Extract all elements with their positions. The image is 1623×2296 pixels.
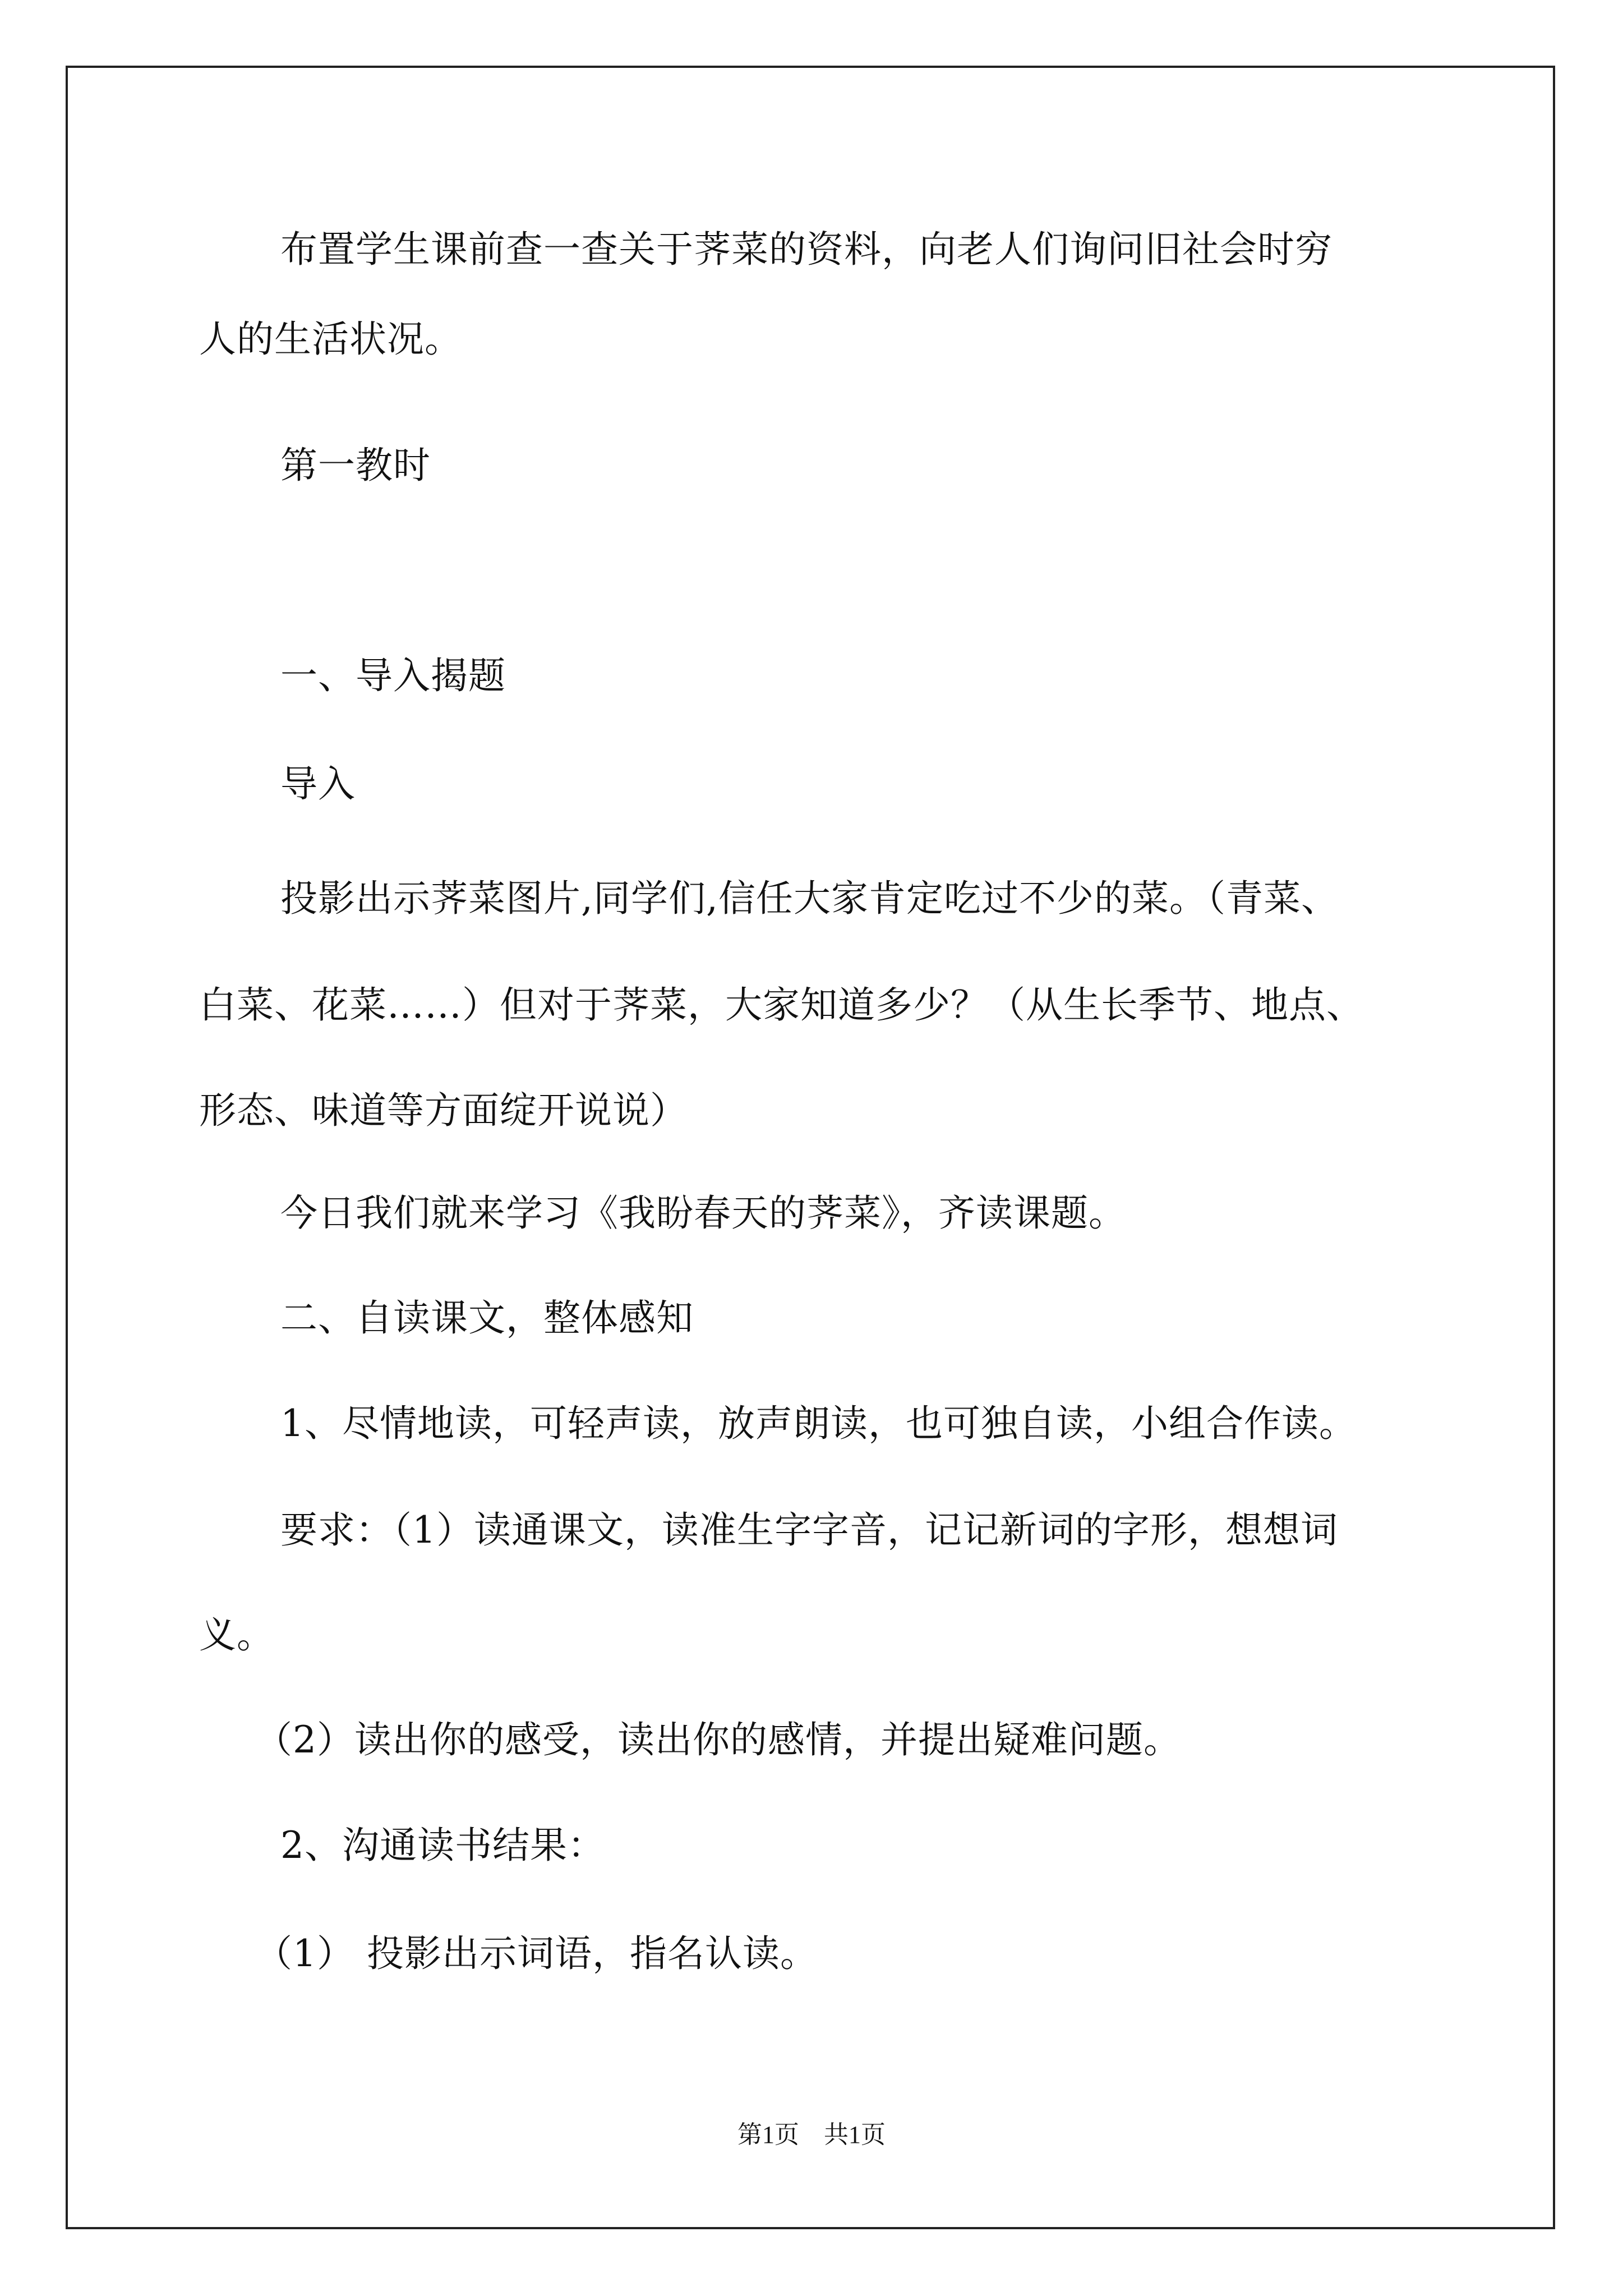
page-border bbox=[66, 66, 1555, 2229]
paragraph-1-line-2: 人的生活状况。 bbox=[199, 318, 462, 361]
heading-2: 二、自读课文，整体感知 bbox=[280, 1296, 694, 1340]
paragraph-5-line-1: 要求：（1）读通课文，读准生字字音，记记新词的字形，想想词 bbox=[280, 1508, 1338, 1552]
heading-1: 一、导入揭题 bbox=[280, 654, 506, 697]
paragraph-4: 1、尽情地读，可轻声读，放声朗读，也可独自读，小组合作读。 bbox=[280, 1402, 1357, 1445]
paragraph-2-line-2: 白菜、花菜……）但对于荠菜，大家知道多少？（从生长季节、地点、 bbox=[199, 983, 1364, 1027]
paragraph-3: 今日我们就来学习《我盼春天的荠菜》，齐读课题。 bbox=[280, 1191, 1126, 1235]
section-heading-first-lesson: 第一教时 bbox=[280, 444, 431, 487]
paragraph-5-line-2: 义。 bbox=[199, 1613, 274, 1657]
paragraph-8: （1） 投影出示词语，指名认读。 bbox=[255, 1932, 818, 1975]
subheading-intro: 导入 bbox=[280, 762, 356, 806]
page-footer: 第1页 共1页 bbox=[737, 2121, 886, 2148]
paragraph-7: 2、沟通读书结果： bbox=[280, 1824, 605, 1867]
paragraph-2-line-3: 形态、味道等方面绽开说说） bbox=[199, 1089, 688, 1132]
paragraph-1-line-1: 布置学生课前查一查关于荠菜的资料，向老人们询问旧社会时穷 bbox=[280, 228, 1332, 271]
paragraph-2-line-1: 投影出示荠菜图片,同学们,信任大家肯定吃过不少的菜。（青菜、 bbox=[280, 877, 1339, 920]
paragraph-6: （2）读出你的感受，读出你的感情，并提出疑难问题。 bbox=[255, 1718, 1181, 1761]
